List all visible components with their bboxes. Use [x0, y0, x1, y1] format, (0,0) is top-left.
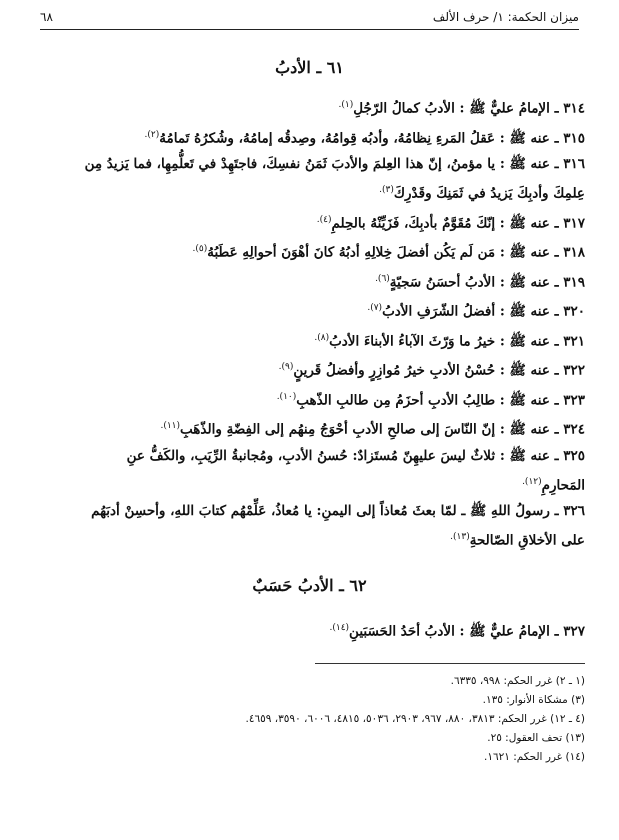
- footnote: (١٤) غرر الحكم: ١٦٢١.: [484, 751, 585, 763]
- hadith-315: ٣١٥ ـ عنه ﷺ : عَقلُ المَرءِ نِظامُهُ، وأدبُه قِوامُهُ، وصِدقُه إمامُهُ، وشُكرُهُ تَمامُهُ$^{(٢).}$: [144, 129, 585, 146]
- hadith-319: ٣١٩ ـ عنه ﷺ : الأدبُ أحسَنُ سَجيّةٍ$^{(٦).}$: [375, 273, 585, 290]
- hadith-324: ٣٢٤ ـ عنه ﷺ : إنّ النّاسَ إلى صالحِ الأدبِ أحْوَجُ مِنهُم إلى الفِضّةِ والذّهَبِ$^{(١١).}$: [160, 421, 585, 438]
- hadith-314: ٣١٤ ـ الإمامُ عليٌّ ﷺ : الأدبُ كمالُ الرّجُلِ$^{(١).}$: [338, 100, 585, 117]
- hadith-323: ٣٢٣ ـ عنه ﷺ : طالِبُ الأدبِ أحزَمُ مِن طالبِ الذّهبِ$^{(١٠).}$: [276, 391, 585, 408]
- footnote: (٤ ـ ١٢) غرر الحكم: ٣٨١٣، ٨٨٠، ٩٦٧، ٢٩٠٣، ٥٠٣٦، ٤٨١٥، ٦٠٠٦، ٣٥٩٠، ٤٦٥٩.: [245, 713, 585, 725]
- hadith-322: ٣٢٢ ـ عنه ﷺ : حُسْنُ الأدبِ خيرُ مُوازِرٍ وأفضلُ قَرينٍ$^{(٩).}$: [278, 362, 585, 379]
- section-heading-62: ٦٢ ـ الأدبُ حَسَبٌ: [252, 576, 367, 595]
- footnote: (٣) مشكاة الأنوار: ١٣٥.: [482, 694, 585, 706]
- header-title: ميزان الحكمة: ١/ حرف الألف: [432, 10, 579, 24]
- section-body-61: [34, 92, 585, 554]
- hadith-325: ٣٢٥ ـ عنه ﷺ : ثلاثٌ ليسَ عليهِنّ مُستَزادٌ: حُسنُ الأدبِ، ومُجانبةُ الرِّيَبِ، والكَفُّ عنِ المَحارِمِ$^{(١٢).}$: [126, 447, 585, 493]
- header-rule: [40, 29, 579, 30]
- hadith-326: ٣٢٦ ـ رسولُ اللهِ ﷺ ـ لمّا بعثَ مُعاذاً إلى اليمنِ: يا مُعاذُ، عَلِّمْهُم كتابَ اللهِ، وأحسِنْ أدبَهُم على الأخلاقِ الصّالحةِ$^{(١٣).}$: [91, 503, 585, 549]
- hadith-318: ٣١٨ ـ عنه ﷺ : مَن لَم يَكُن أفضلَ خِلالِهِ أدبُهُ كانَ أهْوَنَ أحوالِهِ عَطَبُهُ$^{(٥).}$: [192, 244, 585, 261]
- section-body-62: [34, 615, 585, 645]
- footnotes: [34, 672, 585, 767]
- hadith-317: ٣١٧ ـ عنه ﷺ : إنّكَ مُقَوَّمٌ بأدبِكَ، فَزَيِّنْهُ بالحِلمِ$^{(٤).}$: [316, 214, 585, 231]
- section-heading-61: ٦١ ـ الأدبُ: [275, 58, 344, 77]
- footnote-rule: [315, 663, 585, 664]
- running-header: [40, 6, 579, 30]
- hadith-327: ٣٢٧ ـ الإمامُ عليٌّ ﷺ : الأدبُ أحَدُ الحَسَبَينِ$^{(١٤).}$: [329, 623, 585, 640]
- hadith-320: ٣٢٠ ـ عنه ﷺ : أفضلُ الشّرَفِ الأدبُ$^{(٧).}$: [367, 303, 585, 320]
- footnote: (١٣) تحف العقول: ٢٥.: [487, 732, 585, 744]
- page-number: ٦٨: [40, 10, 53, 24]
- hadith-321: ٣٢١ ـ عنه ﷺ : خيرُ ما وَرّثَ الآباءُ الأبناءَ الأدبُ$^{(٨).}$: [314, 332, 585, 349]
- hadith-316: ٣١٦ ـ عنه ﷺ : يا مؤمنُ، إنّ هذا العِلمَ والأدبَ ثَمَنُ نفسِكَ، فاجتَهِدْ في تَعلُّمِهِا، فما يَزيدُ مِن عِلمِكَ وأدبِكَ يَزيدُ في ثَمَنِكَ وقَدْرِكَ$^{(٣).}$: [84, 156, 585, 202]
- footnote: (١ ـ ٢) غرر الحكم: ٩٩٨، ٦٣٣٥.: [450, 675, 585, 687]
